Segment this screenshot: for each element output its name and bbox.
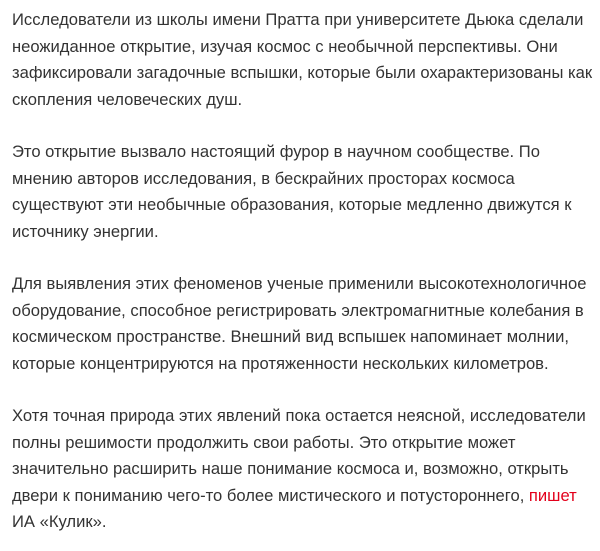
paragraph-text: Хотя точная природа этих явлений пока остается неясной, исследователи полны решимости продолжить свои работы. Это открытие может значительно расширить наше понимание космоса и, возможно, открыть двери к пониманию чего-то более мистического и потустороннего,: [12, 406, 586, 505]
source-name: ИА «Кулик».: [12, 512, 107, 531]
article-paragraph-2: Это открытие вызвало настоящий фурор в научном сообществе. По мнению авторов исследования, в бескрайних просторах космоса существуют эти необычные образования, которые медленно движутся к источнику энергии.: [12, 142, 572, 241]
article-paragraph-1: Исследователи из школы имени Пратта при университете Дьюка сделали неожиданное открытие, изучая космос с необычной перспективы. Они зафиксировали загадочные вспышки, которые были охарактеризованы как скопления человеческих душ.: [12, 10, 593, 109]
article-paragraph-3: Для выявления этих феноменов ученые применили высокотехнологичное оборудование, способное регистрировать электромагнитные колебания в космическом пространстве. Внешний вид вспышек напоминает молнии, которые концентрируются на протяженности нескольких километров.: [12, 274, 587, 373]
article-paragraph-4: [12, 403, 596, 536]
source-link[interactable]: пишет: [528, 485, 577, 505]
article-body: [12, 7, 596, 536]
